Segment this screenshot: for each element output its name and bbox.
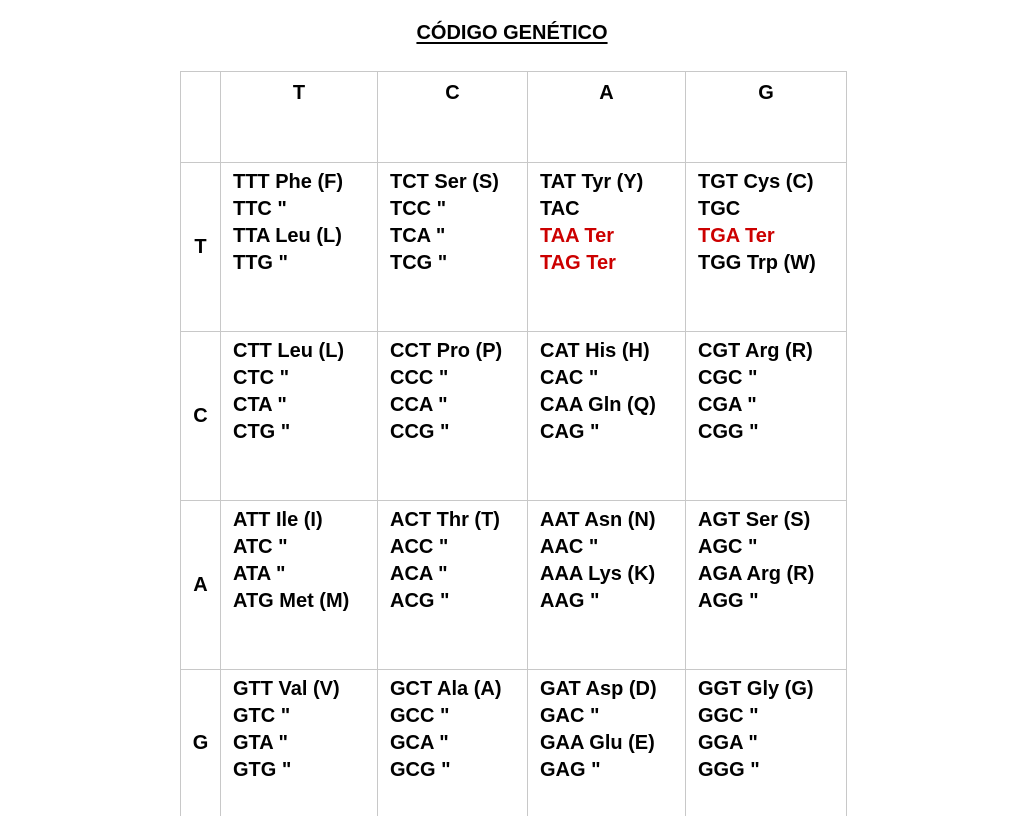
codon-gaa: GAA Glu (E) <box>540 730 685 757</box>
codon-cct: CCT Pro (P) <box>390 338 527 365</box>
codon-agg: AGG " <box>698 588 846 615</box>
codon-atg: ATG Met (M) <box>233 588 377 615</box>
codon-cag: CAG " <box>540 419 685 446</box>
codon-cell-tc <box>378 163 528 332</box>
codon-cat: CAT His (H) <box>540 338 685 365</box>
column-header-g: G <box>686 72 847 163</box>
codon-cell-ta <box>528 163 686 332</box>
codon-gac: GAC " <box>540 703 685 730</box>
codon-tcg: TCG " <box>390 250 527 277</box>
codon-taa-stop: TAA Ter <box>540 223 685 250</box>
codon-cell-gg <box>686 670 847 816</box>
codon-cell-aa <box>528 501 686 670</box>
column-header-t: T <box>221 72 378 163</box>
genetic-code-table <box>180 71 847 816</box>
codon-aaa: AAA Lys (K) <box>540 561 685 588</box>
codon-aac: AAC " <box>540 534 685 561</box>
codon-ccg: CCG " <box>390 419 527 446</box>
table-row-a <box>181 501 847 670</box>
codon-cell-ga <box>528 670 686 816</box>
codon-cell-tg <box>686 163 847 332</box>
codon-att: ATT Ile (I) <box>233 507 377 534</box>
codon-ttt: TTT Phe (F) <box>233 169 377 196</box>
row-header-c: C <box>181 332 221 501</box>
table-row-c <box>181 332 847 501</box>
table-row-t <box>181 163 847 332</box>
codon-aga: AGA Arg (R) <box>698 561 846 588</box>
codon-aat: AAT Asn (N) <box>540 507 685 534</box>
codon-acg: ACG " <box>390 588 527 615</box>
codon-tgt: TGT Cys (C) <box>698 169 846 196</box>
codon-ctg: CTG " <box>233 419 377 446</box>
codon-act: ACT Thr (T) <box>390 507 527 534</box>
codon-tac: TAC <box>540 196 685 223</box>
codon-cgg: CGG " <box>698 419 846 446</box>
codon-gta: GTA " <box>233 730 377 757</box>
codon-cell-at <box>221 501 378 670</box>
codon-cell-gt <box>221 670 378 816</box>
codon-acc: ACC " <box>390 534 527 561</box>
codon-ctt: CTT Leu (L) <box>233 338 377 365</box>
codon-agc: AGC " <box>698 534 846 561</box>
codon-agt: AGT Ser (S) <box>698 507 846 534</box>
codon-cgc: CGC " <box>698 365 846 392</box>
codon-ccc: CCC " <box>390 365 527 392</box>
codon-ttc: TTC " <box>233 196 377 223</box>
codon-tgg: TGG Trp (W) <box>698 250 846 277</box>
codon-gtc: GTC " <box>233 703 377 730</box>
codon-cell-cc <box>378 332 528 501</box>
codon-gcg: GCG " <box>390 757 527 784</box>
codon-tcc: TCC " <box>390 196 527 223</box>
column-header-a: A <box>528 72 686 163</box>
codon-tca: TCA " <box>390 223 527 250</box>
codon-aca: ACA " <box>390 561 527 588</box>
codon-aag: AAG " <box>540 588 685 615</box>
codon-ggt: GGT Gly (G) <box>698 676 846 703</box>
codon-tga-stop: TGA Ter <box>698 223 846 250</box>
codon-gtt: GTT Val (V) <box>233 676 377 703</box>
codon-cell-ag <box>686 501 847 670</box>
codon-cell-ct <box>221 332 378 501</box>
codon-cta: CTA " <box>233 392 377 419</box>
codon-ctc: CTC " <box>233 365 377 392</box>
codon-gga: GGA " <box>698 730 846 757</box>
codon-cell-ac <box>378 501 528 670</box>
codon-cell-ca <box>528 332 686 501</box>
codon-tag-stop: TAG Ter <box>540 250 685 277</box>
codon-cell-gc <box>378 670 528 816</box>
header-row <box>181 72 847 163</box>
page-title: CÓDIGO GENÉTICO <box>0 22 1024 45</box>
codon-ggc: GGC " <box>698 703 846 730</box>
codon-tct: TCT Ser (S) <box>390 169 527 196</box>
codon-cgt: CGT Arg (R) <box>698 338 846 365</box>
column-header-c: C <box>378 72 528 163</box>
row-header-t: T <box>181 163 221 332</box>
codon-ggg: GGG " <box>698 757 846 784</box>
table-row-g <box>181 670 847 816</box>
codon-gag: GAG " <box>540 757 685 784</box>
codon-cell-tt <box>221 163 378 332</box>
codon-cca: CCA " <box>390 392 527 419</box>
codon-gcc: GCC " <box>390 703 527 730</box>
codon-atc: ATC " <box>233 534 377 561</box>
codon-ata: ATA " <box>233 561 377 588</box>
codon-tgc: TGC <box>698 196 846 223</box>
corner-cell <box>181 72 221 163</box>
row-header-a: A <box>181 501 221 670</box>
row-header-g: G <box>181 670 221 816</box>
codon-cac: CAC " <box>540 365 685 392</box>
codon-cga: CGA " <box>698 392 846 419</box>
codon-gat: GAT Asp (D) <box>540 676 685 703</box>
codon-gtg: GTG " <box>233 757 377 784</box>
codon-gct: GCT Ala (A) <box>390 676 527 703</box>
codon-tta: TTA Leu (L) <box>233 223 377 250</box>
codon-caa: CAA Gln (Q) <box>540 392 685 419</box>
codon-gca: GCA " <box>390 730 527 757</box>
codon-cell-cg <box>686 332 847 501</box>
codon-tat: TAT Tyr (Y) <box>540 169 685 196</box>
codon-ttg: TTG " <box>233 250 377 277</box>
